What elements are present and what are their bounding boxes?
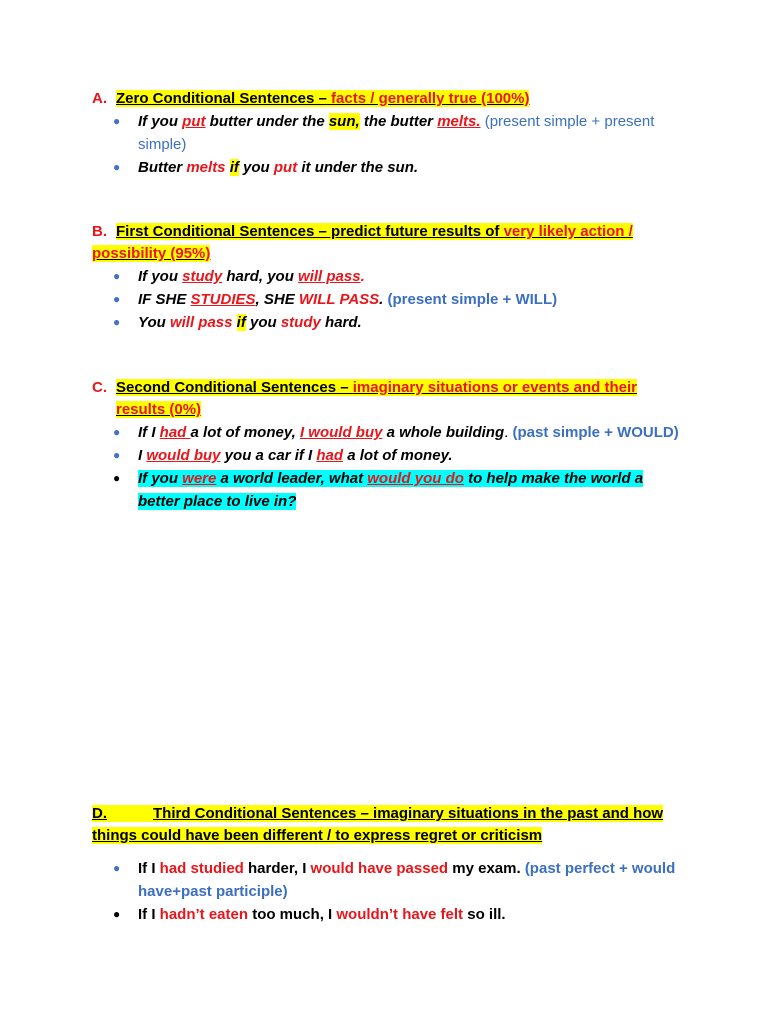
section-b-title: First Conditional Sentences – predict future results of very likely action / possibility (95%)	[92, 223, 633, 262]
section-c-letter: C.	[92, 379, 107, 396]
section-b-heading	[92, 221, 682, 265]
bullet-icon: ●	[113, 315, 121, 329]
section-d-letter: D.	[92, 805, 107, 822]
grammar-note: (present simple + present simple)	[138, 113, 655, 153]
section-a-letter: A.	[92, 90, 107, 107]
section-d	[92, 803, 682, 926]
section-a-examples	[92, 110, 682, 179]
section-b-title-red: very likely action / possibility	[92, 223, 633, 262]
list-item: ● I would buy you a car if I had a lot of money.	[138, 444, 682, 467]
section-b-percent: (95%)	[166, 245, 211, 262]
section-d-examples	[92, 857, 682, 926]
list-item: ● If I hadn’t eaten too much, I wouldn’t have felt so ill.	[138, 903, 682, 926]
grammar-note: (past perfect + would have+past participle)	[138, 860, 676, 900]
list-item: ● Butter melts if you put it under the sun.	[138, 156, 682, 179]
bullet-icon: ●	[113, 861, 121, 875]
section-b-letter: B.	[92, 223, 107, 240]
bullet-icon: ●	[113, 269, 121, 283]
section-a	[92, 88, 682, 179]
list-item: ● If I had studied harder, I would have passed my exam. (past perfect + would have+past participle)	[138, 857, 682, 903]
grammar-note: (present simple + WILL)	[387, 291, 558, 308]
section-a-heading	[92, 88, 682, 110]
section-a-title: Zero Conditional Sentences – facts / generally true (100%)	[116, 90, 530, 107]
bullet-icon: ●	[113, 907, 121, 921]
bullet-icon: ●	[113, 114, 121, 128]
grammar-note: (past simple + WOULD)	[512, 424, 679, 441]
list-item: ● If I had a lot of money, I would buy a whole building. (past simple + WOULD)	[138, 421, 682, 444]
section-a-percent: (100%)	[481, 90, 530, 107]
highlighted-question: If you were a world leader, what would you do to help make the world a better place to live in?	[138, 470, 644, 510]
section-b-examples	[92, 265, 682, 334]
bullet-icon: ●	[113, 160, 121, 174]
list-item: ● IF SHE STUDIES, SHE WILL PASS. (present simple + WILL)	[138, 288, 682, 311]
bullet-icon: ●	[113, 471, 121, 485]
section-b	[92, 221, 682, 334]
section-c-heading	[92, 377, 682, 421]
bullet-icon: ●	[113, 425, 121, 439]
list-item: ● If you put butter under the sun, the butter melts. (present simple + present simple)	[138, 110, 682, 156]
section-d-title: D. Third Conditional Sentences – imaginary situations in the past and how things could have been different / to express regret or criticism	[92, 805, 664, 844]
list-item: ● You will pass if you study hard.	[138, 311, 682, 334]
bullet-icon: ●	[113, 448, 121, 462]
list-item	[113, 467, 682, 513]
bullet-icon: ●	[113, 292, 121, 306]
section-a-title-red: facts / generally true	[331, 90, 477, 107]
section-c-examples	[92, 421, 682, 513]
section-c	[92, 377, 682, 513]
section-c-title-red: imaginary situations or events and their results (0%)	[116, 379, 637, 418]
section-c-title: Second Conditional Sentences – imaginary situations or events and their results (0%)	[116, 379, 637, 418]
section-d-heading	[92, 803, 682, 847]
list-item: ● If you study hard, you will pass.	[138, 265, 682, 288]
